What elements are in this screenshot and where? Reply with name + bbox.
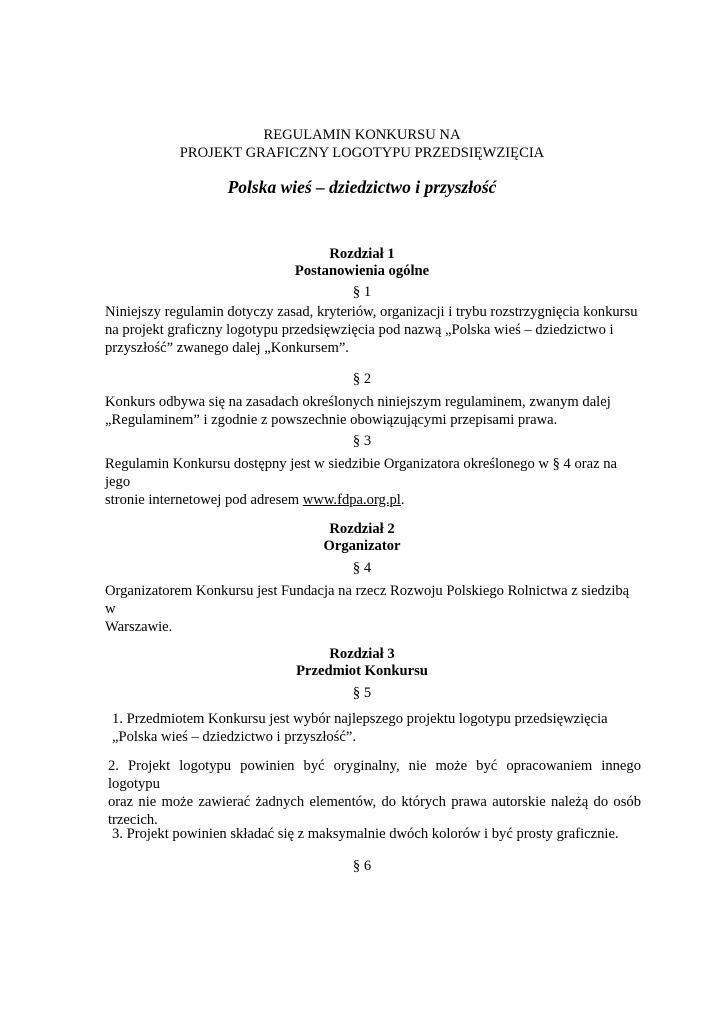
section-3-line-2-prefix: stronie internetowej pod adresem xyxy=(105,492,303,508)
chapter-1-title: Postanowienia ogólne xyxy=(294,263,430,279)
section-1-line-2: na projekt graficzny logotypu przedsięwzięcia pod nazwą „Polska wieś – dziedzictwo i xyxy=(105,322,614,338)
document-subtitle: Polska wieś – dziedzictwo i przyszłość xyxy=(227,177,497,197)
section-mark-4: § 4 xyxy=(352,560,372,576)
section-2-line-2: „Regulaminem” i zgodnie z powszechnie obowiązującymi przepisami prawa. xyxy=(105,412,558,428)
section-mark-2: § 2 xyxy=(352,371,372,387)
section-5-item-1-line-1: 1. Przedmiotem Konkursu jest wybór najlepszego projektu logotypu przedsięwzięcia xyxy=(112,711,608,727)
section-5-item-2-line-2: oraz nie może zawierać żadnych elementów, do których prawa autorskie należą do osób xyxy=(108,794,641,810)
section-4-line-2: Warszawie. xyxy=(105,619,173,635)
title-line-2: PROJEKT GRAFICZNY LOGOTYPU PRZEDSIĘWZIĘCIA xyxy=(179,145,545,161)
chapter-2-label: Rozdział 2 xyxy=(329,521,395,537)
section-3-line-2 xyxy=(105,491,641,509)
section-2-line-1: Konkurs odbywa się na zasadach określonych niniejszym regulaminem, zwanym dalej xyxy=(105,394,611,410)
section-1-line-3: przyszłość” zwanego dalej „Konkursem”. xyxy=(105,340,349,356)
section-3-line-1: Regulamin Konkursu dostępny jest w siedzibie Organizatora określonego w § 4 oraz na jego xyxy=(105,456,618,490)
chapter-1-label: Rozdział 1 xyxy=(329,246,395,262)
section-3-line-2-suffix: . xyxy=(400,492,405,508)
section-mark-1: § 1 xyxy=(352,284,372,300)
section-5-item-1 xyxy=(112,710,641,746)
chapter-2-title: Organizator xyxy=(323,538,401,554)
section-1-paragraph xyxy=(105,303,641,357)
section-mark-3: § 3 xyxy=(352,433,372,449)
section-4-line-1: Organizatorem Konkursu jest Fundacja na rzecz Rozwoju Polskiego Rolnictwa z siedzibą w xyxy=(105,583,630,617)
section-3-paragraph xyxy=(105,455,641,509)
section-5-item-2 xyxy=(108,757,641,829)
section-mark-5: § 5 xyxy=(352,685,372,701)
section-mark-6: § 6 xyxy=(352,858,372,874)
chapter-3-title: Przedmiot Konkursu xyxy=(296,663,428,679)
section-5-item-2-line-1: 2. Projekt logotypu powinien być oryginalny, nie może być opracowaniem innego logotypu xyxy=(108,758,641,792)
section-5-item-2-line-3: trzecich. xyxy=(108,812,158,828)
title-line-1: REGULAMIN KONKURSU NA xyxy=(263,127,461,143)
section-5-item-3: 3. Projekt powinien składać się z maksymalnie dwóch kolorów i być prosty graficznie. xyxy=(112,826,619,842)
website-link[interactable]: www.fdpa.org.pl xyxy=(302,492,401,508)
section-2-paragraph xyxy=(105,393,641,429)
section-1-line-1: Niniejszy regulamin dotyczy zasad, kryteriów, organizacji i trybu rozstrzygnięcia konkursu xyxy=(105,304,638,320)
section-5-item-1-line-2: „Polska wieś – dziedzictwo i przyszłość”. xyxy=(112,729,356,745)
chapter-3-label: Rozdział 3 xyxy=(329,646,395,662)
section-4-paragraph xyxy=(105,582,641,636)
